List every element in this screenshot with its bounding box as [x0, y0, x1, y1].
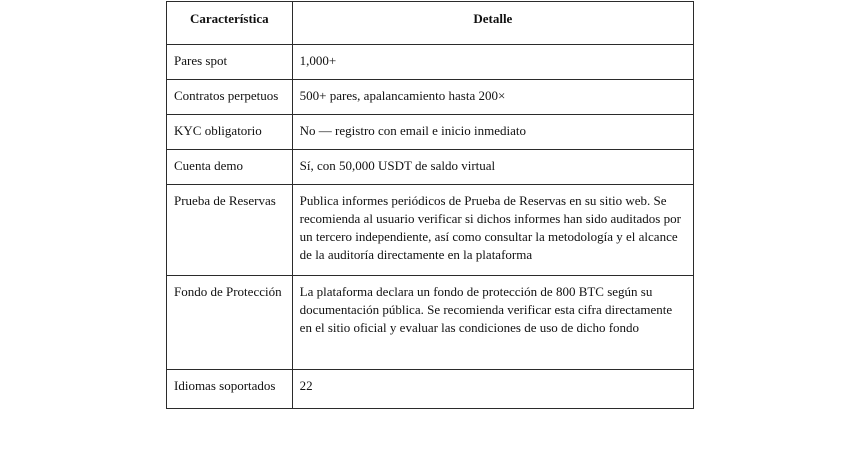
table-row: [167, 276, 694, 370]
detail-cell: 22: [292, 370, 693, 409]
features-table: [166, 1, 694, 409]
table-row: [167, 45, 694, 80]
detail-cell: La plataforma declara un fondo de protección de 800 BTC según su documentación pública. Se recomienda verificar esta cifra directamente en el sitio oficial y evaluar las condiciones de uso de dicho fondo: [292, 276, 693, 370]
feature-cell: Contratos perpetuos: [167, 80, 293, 115]
table-row: [167, 80, 694, 115]
feature-cell: Pares spot: [167, 45, 293, 80]
feature-cell: Fondo de Protección: [167, 276, 293, 370]
feature-cell: Prueba de Reservas: [167, 185, 293, 276]
table-header-row: [167, 2, 694, 45]
detail-cell: No — registro con email e inicio inmediato: [292, 115, 693, 150]
table-row: [167, 185, 694, 276]
header-caracteristica: Característica: [167, 2, 293, 45]
table-row: [167, 370, 694, 409]
detail-cell: Publica informes periódicos de Prueba de Reservas en su sitio web. Se recomienda al usuario verificar si dichos informes han sido auditados por un tercero independiente, así como consultar la metodología y el alcance de la auditoría directamente en la plataforma: [292, 185, 693, 276]
detail-cell: 500+ pares, apalancamiento hasta 200×: [292, 80, 693, 115]
feature-cell: KYC obligatorio: [167, 115, 293, 150]
table-row: [167, 115, 694, 150]
table-row: [167, 150, 694, 185]
feature-cell: Idiomas soportados: [167, 370, 293, 409]
header-detalle: Detalle: [292, 2, 693, 45]
feature-cell: Cuenta demo: [167, 150, 293, 185]
detail-cell: Sí, con 50,000 USDT de saldo virtual: [292, 150, 693, 185]
detail-cell: 1,000+: [292, 45, 693, 80]
